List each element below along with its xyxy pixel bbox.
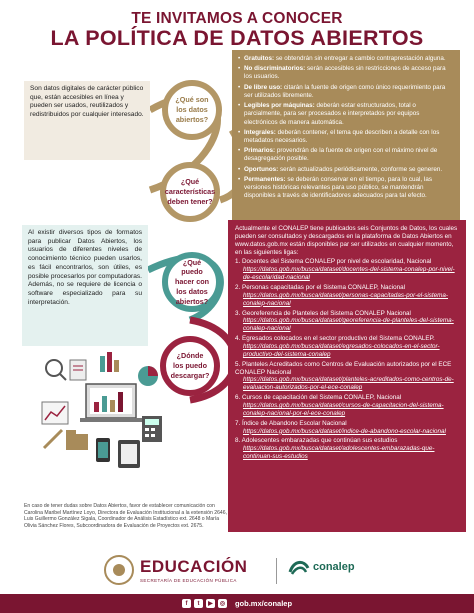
footer-bar: [0, 594, 474, 613]
question-where-download: ¿Dónde los puedo descargar?: [160, 336, 220, 396]
char-item: • De libre uso: citarán la fuente de origen como único requerimiento para ser utilizados libremente.: [238, 84, 454, 100]
conalep-icon: [288, 558, 310, 576]
char-item: • No discriminatorios: serán accesibles sin restricciones de acceso para los usuarios.: [238, 65, 454, 81]
dataset-item: 4. Egresados colocados en el sector productivo del Sistema CONALEP. https://datos.gob.mx/busca/dataset/egresados-colocados-en-el-sector-productivo-del-sistema-conalep: [235, 335, 459, 359]
question-what-are: ¿Qué son los datos abiertos?: [162, 80, 222, 140]
twitter-icon[interactable]: t: [194, 599, 203, 608]
char-item: • Oportunos: serán actualizados periódicamente, conforme se generen.: [238, 166, 454, 174]
intro-text: Son datos digitales de carácter público que, están accesibles en línea y pueden ser usados, reutilizados y redistribuidos por cualquier interesado.: [24, 81, 150, 160]
dataset-link[interactable]: https://datos.gob.mx/busca/dataset/adolescentes-embarazadas-que-continuan-sus-estudios: [243, 445, 435, 461]
dataset-item: 3. Georeferencia de Planteles del Sistema CONALEP Nacional https://datos.gob.mx/busca/dataset/georeferencia-de-planteles-del-sistema-conalep-nacional: [235, 310, 459, 334]
footer-url[interactable]: gob.mx/conalep: [234, 599, 293, 608]
download-list: [235, 258, 459, 461]
char-item: • Legibles por máquinas: deberán estar estructurados, total o parcialmente, para ser procesados e interpretados por equipos electrónicos de manera automática.: [238, 102, 454, 126]
folder-icon: [66, 430, 88, 450]
instagram-icon[interactable]: ◎: [219, 601, 226, 607]
line-chart-icon: [42, 402, 68, 424]
contact-footnote: En caso de tener dudas sobre Datos Abiertos, favor de establecer comunicación con Carolina Maribel Martínez Loyo, Directora de Evaluación Institucional a la extensión 2646, Luis Guillermo González Sigala, Coordinador de Análisis Estadístico ext. 2648 o María Olivia Sánchez Flores, Subcoordinadora de Evaluación de Proyectos ext. 2675.: [24, 503, 228, 529]
education-logo: [104, 555, 247, 585]
dataset-item: 2. Personas capacitadas por el Sistema CONALEP, Nacional https://datos.gob.mx/busca/dataset/personas-capacitadas-por-el-sistema-conalep-nacional: [235, 284, 459, 308]
dataset-item: 5. Planteles Acreditados como Centros de Evaluación autorizados por el ECE CONALEP Nacional https://datos.gob.mx/busca/dataset/planteles-acreditados-como-centros-de-evaluacion-autorizados-por-el-ece-conalep: [235, 361, 459, 392]
dataset-link[interactable]: https://datos.gob.mx/busca/dataset/indice-de-abandono-escolar-nacional: [243, 427, 446, 435]
page-title-line1: TE INVITAMOS A CONOCER: [131, 10, 343, 27]
dataset-item: 6. Cursos de capacitación del Sistema CONALEP, Nacional https://datos.gob.mx/busca/dataset/cursos-de-capacitacion-del-sistema-conalep-nacional-por-el-ece-conalep: [235, 394, 459, 418]
youtube-icon[interactable]: ▶: [206, 599, 215, 608]
facebook-icon[interactable]: f: [182, 599, 191, 608]
page-title-line2: LA POLÍTICA DE DATOS ABIERTOS: [50, 26, 424, 50]
document-icon: [70, 360, 86, 380]
dataset-link[interactable]: https://datos.gob.mx/busca/dataset/personas-capacitadas-por-el-sistema-conalep-nacional: [243, 291, 448, 307]
question-characteristics: ¿Qué características deben tener?: [160, 162, 220, 222]
education-subtitle: SECRETARÍA DE EDUCACIÓN PÚBLICA: [140, 578, 237, 583]
laptop-icon: [80, 384, 142, 422]
char-item: • Permanentes: se deberán conservar en el tiempo, para lo cual, las versiones históricas relevantes para uso público, se mantendrán disponibles a través de identificadores adecuados para tal efecto.: [238, 176, 454, 200]
char-item: • Gratuitos: se obtendrán sin entregar a cambio contraprestación alguna.: [238, 55, 454, 63]
tablet-icon: [118, 440, 140, 468]
dataset-link[interactable]: https://datos.gob.mx/busca/dataset/cursos-de-capacitacion-del-sistema-conalep-nacional-por-el-ece-conalep: [243, 402, 444, 417]
pen-icon: [44, 430, 62, 448]
magnifier-icon: [46, 360, 66, 380]
conalep-logo: [288, 558, 355, 576]
dataset-item: 1. Docentes del Sistema CONALEP por nivel de escolaridad, Nacional https://datos.gob.mx/busca/dataset/docentes-del-sistema-conalep-por-nivel-de-escolaridad-nacional: [235, 258, 459, 282]
education-wordmark: EDUCACIÓN: [140, 557, 248, 576]
char-item: • Integrales: deberán contener, el tema que describen a detalle con los metadatos necesarios.: [238, 129, 454, 145]
logo-divider: [276, 558, 277, 584]
bar-chart-icon: [100, 352, 119, 372]
seal-icon: [104, 555, 134, 585]
char-item: • Primarios: provendrán de la fuente de origen con el máximo nivel de desagregación posible.: [238, 147, 454, 163]
calculator-icon: [142, 416, 162, 442]
pie-chart-icon: [138, 366, 158, 386]
dataset-item: 7. Índice de Abandono Escolar Nacional https://datos.gob.mx/busca/dataset/indice-de-abandono-escolar-nacional: [235, 420, 459, 436]
mobile-icon: [96, 438, 110, 462]
dataset-link[interactable]: https://datos.gob.mx/busca/dataset/planteles-acreditados-como-centros-de-evaluacion-autorizados-por-el-ece-conalep: [243, 376, 454, 392]
formats-text: Al existir diversos tipos de formatos para publicar Datos Abiertos, los usuarios de diferentes niveles de conocimiento técnico pueden usarlos, es fácil encontrarlos, son útiles, es posible procesarlos por computadoras. Además, no se requiere de licencia o software especializado para su interpretación.: [22, 225, 148, 346]
dataset-link[interactable]: https://datos.gob.mx/busca/dataset/egresados-colocados-en-el-sector-productivo-del-sistema-conalep: [243, 343, 440, 358]
conalep-wordmark: conalep: [313, 561, 355, 573]
dataset-link[interactable]: https://datos.gob.mx/busca/dataset/docentes-del-sistema-conalep-por-nivel-de-escolaridad-nacional: [243, 266, 455, 282]
characteristics-panel: [232, 50, 460, 222]
dataset-link[interactable]: https://datos.gob.mx/busca/dataset/georeferencia-de-planteles-del-sistema-conalep-nacional: [243, 317, 454, 333]
characteristics-list: [238, 55, 454, 200]
data-illustration: [36, 352, 176, 478]
dataset-item: 8. Adolescentes embarazadas que continúan sus estudios https://datos.gob.mx/busca/dataset/adolescentes-embarazadas-que-continuan-sus-estudios: [235, 437, 459, 461]
question-what-can-i-do: ¿Qué puedo hacer con los datos abiertos?: [162, 252, 222, 312]
download-intro: Actualmente el CONALEP tiene publicados seis Conjuntos de Datos, los cuales pueden ser consultados y descargados en la plataforma de Datos Abiertos en www.datos.gob.mx están disponibles par ser utilizados en cualquier momento, en las siguientes ligas:: [235, 225, 458, 256]
download-panel: [228, 220, 466, 532]
